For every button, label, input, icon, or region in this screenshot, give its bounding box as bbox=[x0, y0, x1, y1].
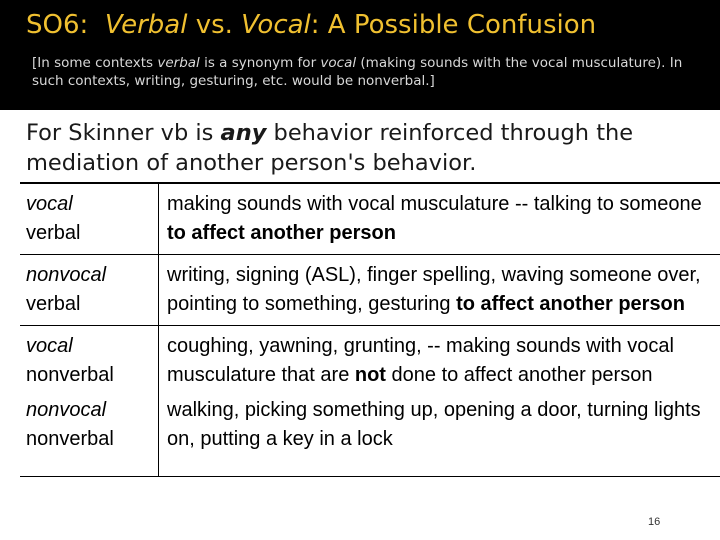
term-secondary: nonverbal bbox=[26, 428, 114, 450]
title-rest: : A Possible Confusion bbox=[310, 10, 597, 40]
description-text: writing, signing (ASL), finger spelling, waving someone over, pointing to something, gesturing bbox=[167, 264, 701, 315]
page-number: 16 bbox=[648, 516, 661, 528]
note-verbal: verbal bbox=[157, 55, 200, 71]
term-cell bbox=[20, 396, 159, 477]
description-text: coughing, yawning, grunting, -- making sounds with vocal musculature that are bbox=[167, 335, 674, 386]
term-cell bbox=[20, 183, 159, 255]
title-verbal: Verbal bbox=[104, 10, 188, 40]
intro-paragraph bbox=[26, 118, 706, 178]
table-row bbox=[20, 183, 720, 255]
term-cell bbox=[20, 255, 159, 326]
slide-header bbox=[0, 0, 720, 110]
term-primary: nonvocal bbox=[26, 399, 107, 421]
term-secondary: verbal bbox=[26, 293, 81, 315]
description-cell bbox=[159, 396, 720, 477]
term-primary: vocal bbox=[26, 335, 73, 357]
description-emphasis: not bbox=[354, 364, 386, 386]
description-emphasis: to affect another person bbox=[456, 293, 685, 315]
description-cell bbox=[159, 183, 720, 255]
term-secondary: nonverbal bbox=[26, 364, 114, 386]
intro-emphasis: any bbox=[220, 120, 267, 146]
note-text: is a synonym for bbox=[199, 55, 321, 71]
term-secondary: verbal bbox=[26, 222, 81, 244]
intro-text: For Skinner vb is bbox=[26, 120, 221, 146]
term-cell bbox=[20, 326, 159, 397]
slide-note bbox=[32, 54, 692, 90]
term-primary: vocal bbox=[26, 193, 73, 215]
description-cell bbox=[159, 326, 720, 397]
term-primary: nonvocal bbox=[26, 264, 107, 286]
title-code: SO6: bbox=[26, 10, 89, 40]
description-text: making sounds with vocal musculature -- talking to someone bbox=[167, 193, 702, 215]
description-cell bbox=[159, 255, 720, 326]
table-row bbox=[20, 326, 720, 397]
slide-title bbox=[26, 10, 596, 40]
title-vocal: Vocal bbox=[241, 10, 311, 40]
description-text: done to affect another person bbox=[385, 364, 653, 386]
note-text: [In some contexts bbox=[32, 55, 158, 71]
table-row bbox=[20, 255, 720, 326]
table-row bbox=[20, 396, 720, 477]
title-vs: vs. bbox=[195, 10, 233, 40]
comparison-table bbox=[20, 182, 720, 477]
note-vocal: vocal bbox=[320, 55, 357, 71]
description-text: walking, picking something up, opening a door, turning lights on, putting a key in a lock bbox=[167, 399, 701, 450]
note-text: (making sounds with the vocal musculature). In such contexts, writing, gesturing, etc. would be nonverbal.] bbox=[32, 55, 683, 89]
description-emphasis: to affect another person bbox=[167, 222, 396, 244]
intro-text: behavior reinforced through the mediation of another person's behavior. bbox=[26, 120, 634, 176]
